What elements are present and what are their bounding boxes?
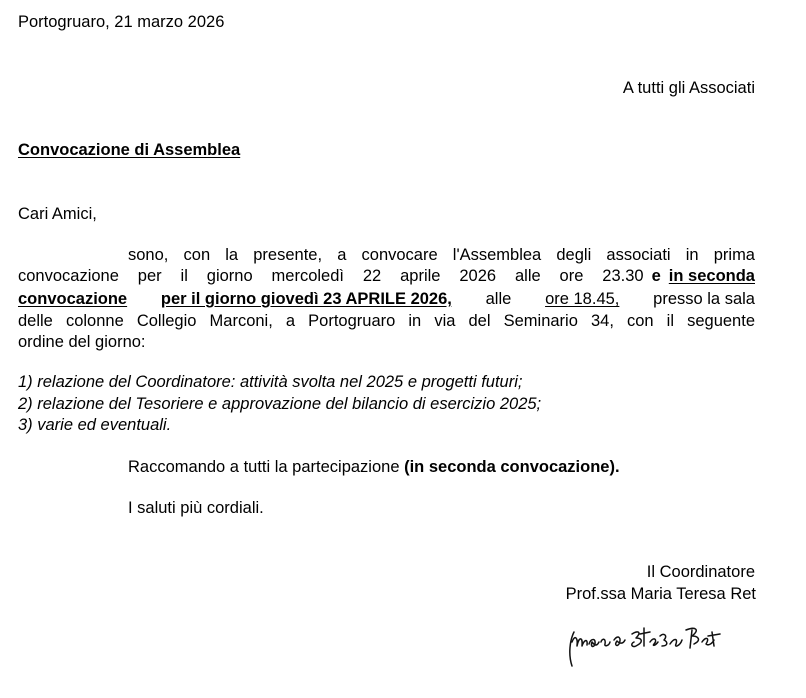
handwritten-signature [562,616,732,674]
recipient-line: A tutti gli Associati [622,79,755,97]
body-line-4 [18,311,755,332]
recommendation-text: Raccomando a tutti la partecipazione [128,458,400,476]
greeting: Cari Amici, [18,205,97,223]
agenda-item: 1) relazione del Coordinatore: attività svolta nel 2025 e progetti futuri; [18,373,523,391]
body-line-1-text: sono, con la presente, a convocare l'Assemblea degli associati in prima [128,246,755,264]
recommendation-emphasis: (in seconda convocazione). [404,458,620,476]
agenda-item: 3) varie ed eventuali. [18,416,172,434]
second-convocation-time: ore 18.45, [545,290,620,308]
body-line-4-text: delle colonne Collegio Marconi, a Portogruaro in via del Seminario 34, con il seguente [18,312,755,330]
closing: I saluti più cordiali. [128,499,264,517]
body-line-3 [18,289,755,310]
place-date: Portogruaro, 21 marzo 2026 [18,13,225,31]
signer-role: Il Coordinatore [646,563,755,581]
conjunction-e: e [651,267,661,285]
second-convocation-label: in seconda [668,267,755,285]
body-line-5: ordine del giorno: [18,333,146,351]
second-convocation-date: per il giorno giovedì 23 APRILE 2026, [160,290,452,308]
time-prefix: alle [485,290,512,308]
body-line-2 [18,266,755,287]
first-convocation-text: convocazione per il giorno mercoledì 22 aprile 2026 alle ore 23.30 [18,267,644,285]
second-convocation-label-cont: convocazione [18,290,128,308]
location-prefix: presso la sala [653,290,755,308]
body-line-1 [128,245,755,266]
agenda-item: 2) relazione del Tesoriere e approvazione del bilancio di esercizio 2025; [18,395,542,413]
recommendation [128,457,620,477]
subject-heading: Convocazione di Assemblea [18,141,241,159]
signer-name: Prof.ssa Maria Teresa Ret [565,585,756,603]
